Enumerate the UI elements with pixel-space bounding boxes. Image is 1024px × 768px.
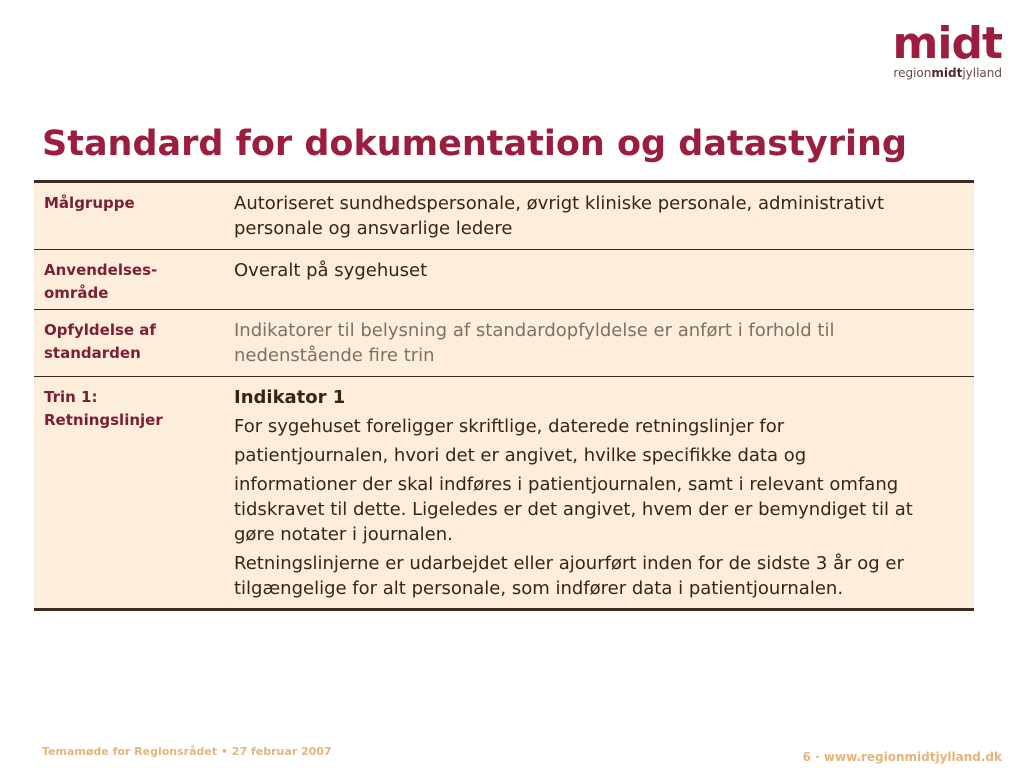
row-label xyxy=(34,310,224,376)
table-row-opfyldelse xyxy=(34,310,974,377)
row-label xyxy=(34,377,224,608)
row-label-line1: Opfyldelse af xyxy=(44,321,156,339)
row-label-line1: Trin 1: xyxy=(44,388,98,406)
row-content: Overalt på sygehuset xyxy=(234,260,428,281)
indicator-text-1: For sygehuset foreligger skriftlige, daterede retningslinjer for xyxy=(234,416,785,437)
table-row-anvendelsesomraade xyxy=(34,250,974,310)
logo-subtitle xyxy=(893,66,1002,80)
row-label-line2: område xyxy=(44,284,109,302)
logo-wordmark: midt xyxy=(892,18,1002,69)
region-midtjylland-logo xyxy=(878,18,1002,84)
indicator-text-2: patientjournalen, hvori det er angivet, hvilke specifikke data og xyxy=(234,445,807,466)
row-label xyxy=(34,250,224,309)
logo-sub-prefix: region xyxy=(893,66,932,80)
row-content xyxy=(224,377,974,608)
row-label: Målgruppe xyxy=(44,194,135,212)
row-content: Autoriseret sundhedspersonale, øvrigt kliniske personale, administrativt personale og ansvarlige ledere xyxy=(234,193,885,239)
indicator-text-4: Retningslinjerne er udarbejdet eller ajourført inden for de sidste 3 år og er tilgængelige for alt personale, som indfører data i patientjournalen. xyxy=(234,553,904,599)
table-row-maalgruppe xyxy=(34,183,974,250)
row-label-line1: Anvendelses- xyxy=(44,261,158,279)
logo-sub-bold: midt xyxy=(931,66,963,80)
row-label-line2: Retningslinjer xyxy=(44,411,163,429)
table-row-trin-1 xyxy=(34,377,974,608)
footer-meeting-info: Temamøde for Regionsrådet • 27 februar 2007 xyxy=(42,745,332,758)
indicator-text-3: informationer der skal indføres i patientjournalen, samt i relevant omfang tidskravet til dette. Ligeledes er det angivet, hvem der er bemyndiget til at gøre notater i journalen. xyxy=(234,474,913,545)
standard-table xyxy=(34,180,974,611)
slide-title: Standard for dokumentation og datastyring xyxy=(42,124,907,164)
indicator-heading: Indikator 1 xyxy=(234,387,346,408)
row-content: Indikatorer til belysning af standardopfyldelse er anført i forhold til nedenstående fire trin xyxy=(234,320,835,366)
footer-page-url: 6 · www.regionmidtjylland.dk xyxy=(802,750,1002,764)
row-label-line2: standarden xyxy=(44,344,141,362)
logo-sub-suffix: jylland xyxy=(962,66,1002,80)
